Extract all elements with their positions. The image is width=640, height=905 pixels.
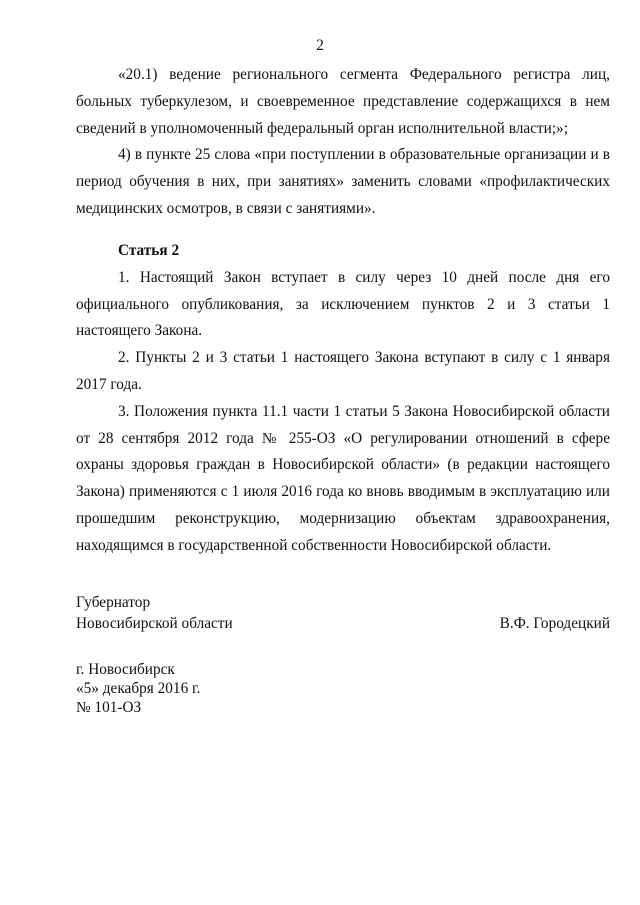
article-paragraph-1: 1. Настоящий Закон вступает в силу через 10 дней после дня его официального опубликования, за исключением пунктов 2 и 3 статьи 1 настоящего Закона.	[76, 268, 610, 340]
article-paragraph-3: 3. Положения пункта 11.1 части 1 статьи 5 Закона Новосибирской области от 28 сентября 2012 года № 255-ОЗ «О регулировании отношений в сфере охраны здоровья граждан в Новосибирской области» (в редакции настоящего Закона) применяются с 1 июля 2016 года ко вновь вводимым в эксплуатацию или прошедшим реконструкцию, модернизацию объектам здравоохранения, находящимся в государственной собственности Новосибирской области.	[76, 402, 610, 554]
paragraph-20-1: «20.1) ведение регионального сегмента Федерального регистра лиц, больных туберкулезом, и своевременное представление содержащихся в нем сведений в уполномоченный федеральный орган исполнительной власти;»;	[76, 66, 610, 137]
footer-law-number: № 101-ОЗ	[76, 699, 142, 716]
signature-row	[76, 613, 610, 634]
article-2-block	[76, 238, 610, 560]
signatory-title-line2: Новосибирской области	[76, 615, 233, 632]
amendment-text-block	[76, 62, 610, 223]
document-footer	[76, 660, 200, 717]
footer-city: г. Новосибирск	[76, 661, 175, 678]
article-paragraph-2: 2. Пункты 2 и 3 статьи 1 настоящего Закона вступают в силу с 1 января 2017 года.	[76, 349, 610, 393]
signature-block	[76, 592, 610, 634]
paragraph-item-4: 4) в пункте 25 слова «при поступлении в образовательные организации и в период обучения в них, при занятиях» заменить словами «профилактических медицинских осмотров, в связи с занятиями».	[76, 146, 610, 217]
page-number: 2	[316, 37, 324, 54]
signatory-name: В.Ф. Городецкий	[499, 615, 610, 632]
article-heading: Статья 2	[118, 242, 180, 259]
signatory-title-line1: Губернатор	[76, 594, 151, 611]
footer-date: «5» декабря 2016 г.	[76, 680, 201, 697]
